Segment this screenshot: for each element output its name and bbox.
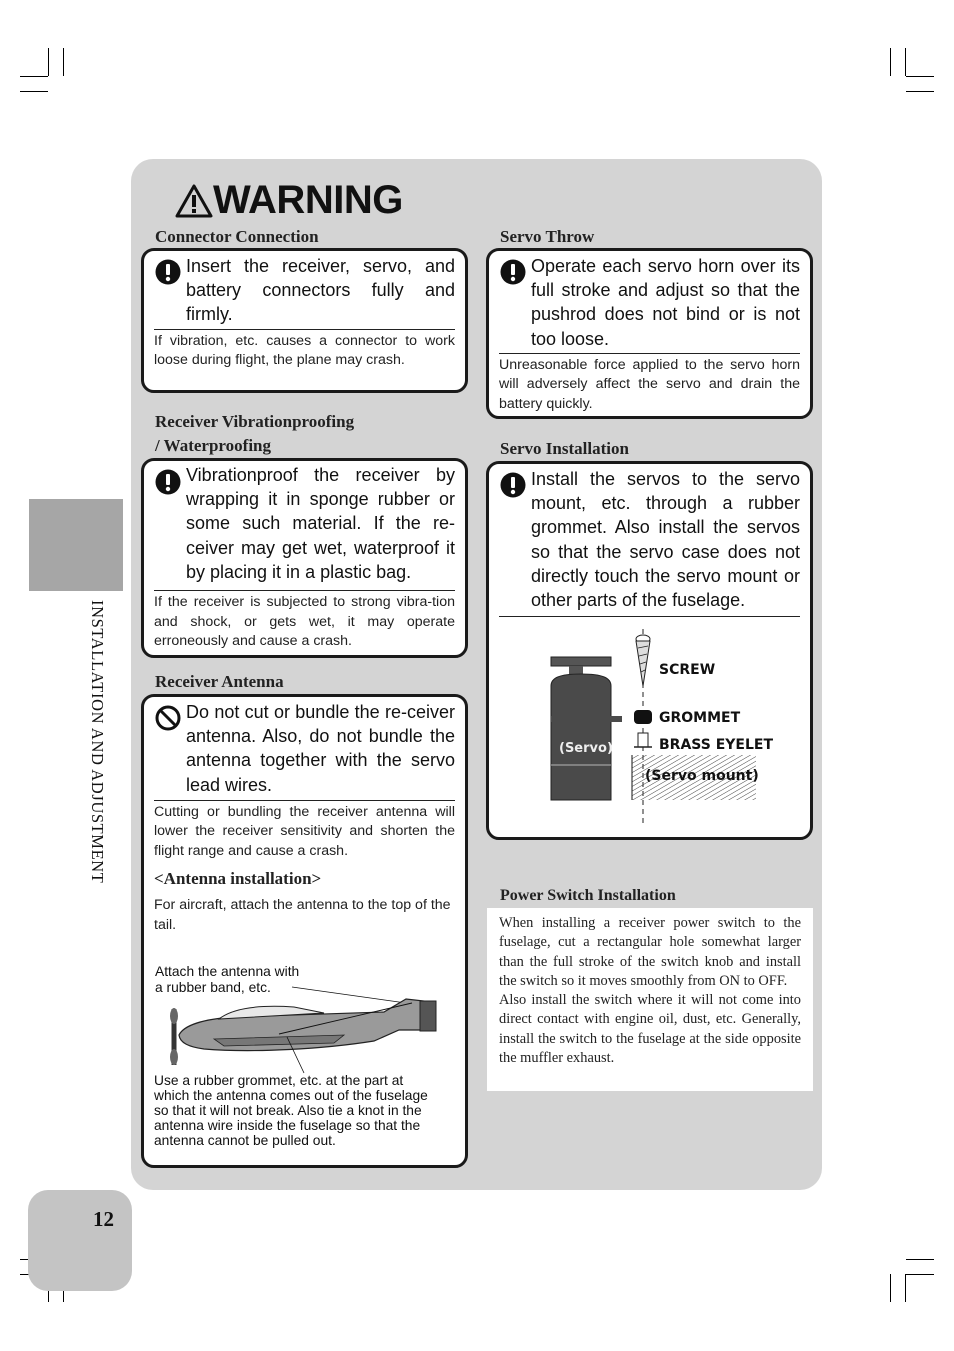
connector-box [141,248,468,393]
servo-install-heading: Servo Installation [500,439,629,458]
power-switch-box [487,908,813,1091]
page-number-tab [28,1190,132,1291]
connector-note: If vibration, etc. causes a connector to work loose during flight, the plane may crash. [154,332,455,369]
vibration-heading-line2: / Waterproofing [155,436,272,455]
vibration-main-text: Vibrationproof the receiver by wrapping it in sponge rubber or some such material. If the re-ceiver may get wet, waterproof it by placing it in a plastic bag. [186,465,455,582]
eyelet-icon [634,733,652,747]
servo-install-main-text: Install the servos to the servo mount, etc. through a rubber grommet. Also install the servos so that the servo case does not directly touch the servo mount or other parts of the fuselage. [531,469,800,611]
warning-triangle-icon [175,184,213,218]
antenna-label-bottom-2: which the antenna comes out of the fuselage [154,1088,428,1103]
antenna-install-heading: <Antenna installation> [154,869,322,889]
divider [154,329,455,330]
vibration-box [141,458,468,658]
servo-mount-diagram [489,624,810,829]
servo-throw-main-text: Operate each servo horn over its full stroke and adjust so that the pushrod does not bind or is not too loose. [531,256,800,349]
divider [154,800,455,801]
warning-title: WARNING [213,178,403,222]
antenna-note: Cutting or bundling the receiver antenna will lower the receiver sensitivity and shorten the flight range and cause a crash. [154,803,455,859]
eyelet-label: BRASS EYELET [659,737,773,753]
grommet-icon [634,710,652,724]
antenna-label-top-2: a rubber band, etc. [155,980,271,995]
vibration-note: If the receiver is subjected to strong vibra-tion and shock, or gets wet, it may operate erroneously and cause a crash. [154,594,455,650]
servo-label: (Servo) [559,741,613,756]
servo-throw-note: Unreasonable force applied to the servo horn will adversely affect the servo and drain the battery quickly. [499,356,800,412]
antenna-heading: Receiver Antenna [155,672,284,691]
antenna-label-top-1: Attach the antenna with [155,964,300,979]
screw-icon [636,635,650,686]
power-switch-para-1: When installing a receiver power switch to the fuselage, cut a rectangular hole somewhat larger than the full stroke of the switch knob and install the switch so it moves smoothly from ON to OFF. [499,915,801,989]
antenna-box [141,694,468,1168]
warning-heading [175,178,403,223]
antenna-main-text: Do not cut or bundle the re-ceiver antenna. Also, do not bundle the antenna together with the servo lead wires. [186,702,455,795]
section-label: INSTALLATION AND ADJUSTMENT [88,600,107,884]
antenna-label-bottom-1: Use a rubber grommet, etc. at the part at [154,1073,404,1088]
connector-main-text: Insert the receiver, servo, and battery connectors fully and firmly. [186,256,455,325]
antenna-label-bottom-4: antenna wire inside the fuselage so that the [154,1118,421,1133]
exclamation-icon [155,259,181,285]
servo-throw-box [486,248,813,419]
antenna-label-bottom-3: so that it will not break. Also tie a knot in the [154,1103,422,1118]
exclamation-icon [500,259,526,285]
antenna-diagram [144,957,471,1152]
connector-heading: Connector Connection [155,227,319,246]
antenna-install-text: For aircraft, attach the antenna to the top of the tail. [154,897,451,934]
power-switch-heading: Power Switch Installation [500,887,676,904]
antenna-label-bottom-5: antenna cannot be pulled out. [154,1133,336,1148]
vibration-heading-line1: Receiver Vibrationproofing [155,412,355,431]
power-switch-para-2: Also install the switch where it will not come into direct contact with engine oil, dust, etc. Generally, install the switch to the fuselage at the side opposite the muffler exhaust. [499,992,801,1067]
prohibited-icon [155,705,181,731]
section-tab [29,499,123,591]
divider [499,353,800,354]
page-number: 12 [93,1207,114,1231]
grommet-label: GROMMET [659,710,741,726]
exclamation-icon [500,472,526,498]
divider [499,616,800,617]
screw-label: SCREW [659,662,716,678]
servo-throw-heading: Servo Throw [500,227,595,246]
airplane-illustration [170,999,436,1065]
divider [154,590,455,591]
servo-mount-label: (Servo mount) [645,768,759,784]
exclamation-icon [155,469,181,495]
servo-install-box [486,461,813,840]
